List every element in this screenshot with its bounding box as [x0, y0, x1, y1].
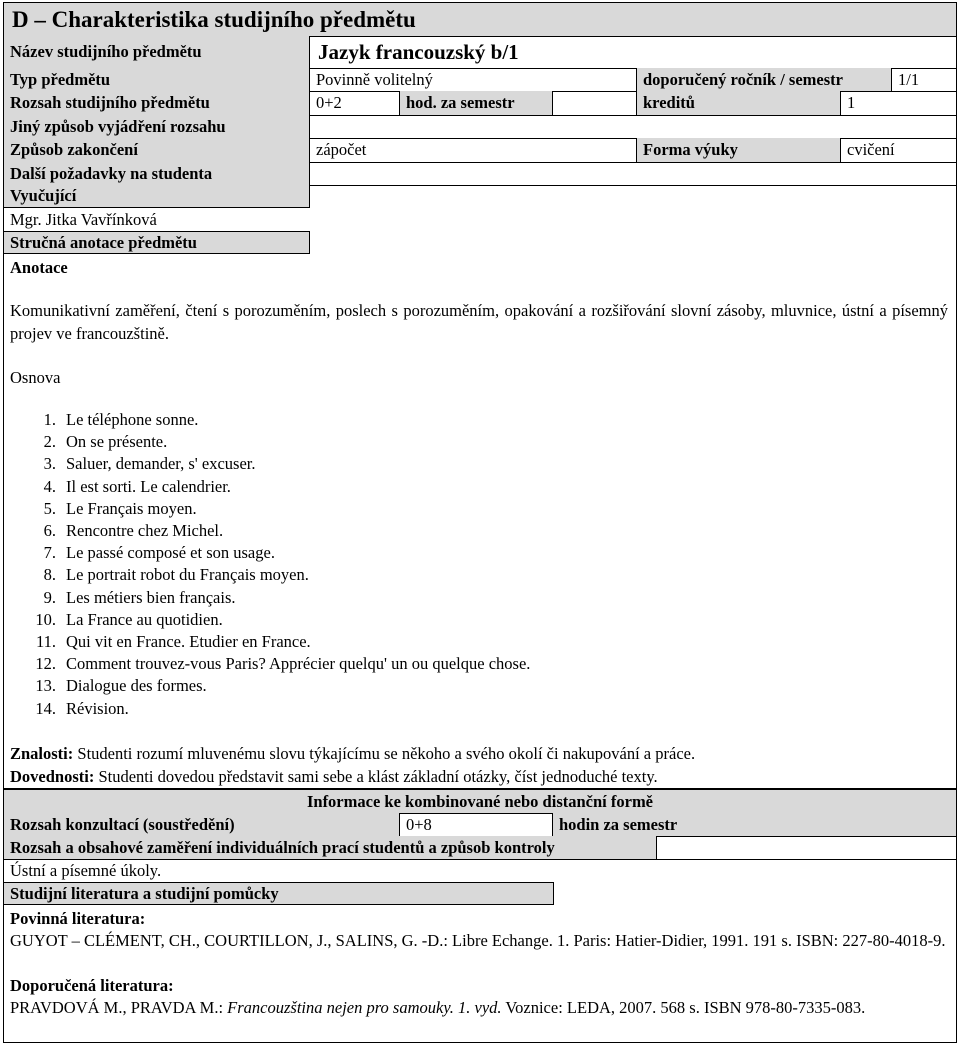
outline-item — [4, 498, 956, 520]
outline-item-text: Dialogue des formes. — [66, 676, 207, 696]
outline-item-number: 4. — [43, 476, 56, 496]
rec-rest: Voznice: LEDA, 2007. 568 s. ISBN 978-80-7335-083. — [501, 998, 866, 1017]
teacher-name: Mgr. Jitka Vavřínková — [10, 209, 157, 229]
outline-item-number: 10. — [35, 609, 56, 629]
literature-heading: Studijní literatura a studijní pomůcky — [4, 882, 554, 905]
hours-label: hod. za semestr — [399, 91, 552, 115]
outline-heading: Osnova — [10, 367, 61, 387]
credits-value: 1 — [840, 91, 956, 115]
outline-item — [4, 520, 956, 542]
outline-item-text: Rencontre chez Michel. — [66, 521, 224, 541]
required-literature-text: GUYOT – CLÉMENT, CH., COURTILLON, J., SALINS, G. -D.: Libre Echange. 1. Paris: Hatier-Didier, 1991. 191 s. ISBN: 227-80-4018-9. — [10, 931, 946, 950]
consultation-unit: hodin za semestr — [552, 813, 956, 836]
outline-item — [4, 453, 956, 475]
other-scope-value — [309, 115, 956, 138]
outline-item-number: 12. — [35, 654, 56, 674]
requirements-label: Další požadavky na studenta — [4, 162, 309, 185]
course-name-row — [4, 36, 956, 69]
teaching-form-value: cvičení — [840, 138, 956, 162]
other-scope-label: Jiný způsob vyjádření rozsahu — [4, 115, 309, 138]
knowledge-line — [4, 742, 956, 765]
skills-text: Studenti dovedou představit sami sebe a klást základní otázky, číst jednoduché texty. — [94, 766, 658, 786]
outline-item — [4, 409, 956, 431]
skills-label: Dovednosti: — [10, 766, 95, 786]
completion-label: Způsob zakončení — [4, 138, 309, 162]
outline-item — [4, 697, 956, 719]
outline-item-number: 13. — [35, 676, 56, 696]
year-semester-value: 1/1 — [891, 68, 956, 91]
knowledge-text: Studenti rozumí mluvenému slovu týkajícímu se někoho a svého okolí či nakupování a práce. — [73, 743, 696, 763]
hours-empty — [552, 91, 636, 115]
outline-item-text: Saluer, demander, s' excuser. — [66, 454, 256, 474]
teachers-label: Vyučující — [4, 185, 310, 208]
outline-item-text: Le téléphone sonne. — [66, 410, 199, 430]
distance-heading: Informace ke kombinované nebo distanční formě — [306, 791, 654, 811]
credits-label: kreditů — [636, 91, 840, 115]
consultation-value: 0+8 — [399, 813, 552, 836]
recommended-literature-label: Doporučená literatura: — [10, 975, 174, 995]
course-sheet — [3, 2, 957, 1043]
requirements-value — [309, 162, 956, 185]
course-type-value: Povinně volitelný — [309, 68, 636, 91]
course-name-value: Jazyk francouzský b/1 — [309, 36, 956, 68]
required-literature-label: Povinná literatura: — [10, 908, 146, 928]
course-type-label: Typ předmětu — [4, 68, 309, 91]
rec-title: Francouzština nejen pro samouky. — [227, 998, 454, 1017]
outline-item-text: Révision. — [66, 698, 129, 718]
distance-heading-row — [4, 790, 956, 814]
consultation-row — [4, 813, 956, 837]
consultation-label: Rozsah konzultací (soustředění) — [4, 813, 399, 836]
outline-item-text: Le portrait robot du Français moyen. — [66, 565, 309, 585]
rec-author: PRAVDOVÁ M., PRAVDA M.: — [10, 998, 228, 1017]
other-scope-row — [4, 115, 956, 139]
outline-item-text: Le Français moyen. — [66, 498, 197, 518]
outline-item-number: 2. — [43, 432, 56, 452]
course-name-label: Název studijního předmětu — [4, 36, 309, 68]
completion-row — [4, 138, 956, 163]
outline-item — [4, 609, 956, 631]
outline-item-text: On se présente. — [66, 432, 168, 452]
outline-item — [4, 653, 956, 675]
recommended-literature-text — [4, 996, 956, 1019]
outline-item — [4, 431, 956, 453]
outline-item — [4, 476, 956, 498]
outline-item-number: 5. — [43, 498, 56, 518]
outline-item-number: 11. — [35, 631, 56, 651]
outline-item-text: Comment trouvez-vous Paris? Apprécier quelqu' un ou quelque chose. — [66, 654, 531, 674]
outline-item — [4, 542, 956, 564]
outline-item — [4, 564, 956, 586]
outline-item-text: Il est sorti. Le calendrier. — [66, 476, 231, 496]
outline-item-number: 3. — [43, 454, 56, 474]
annotation-label: Stručná anotace předmětu — [4, 231, 310, 254]
individual-work-row — [4, 836, 956, 860]
course-scope-label: Rozsah studijního předmětu — [4, 91, 309, 115]
annotation-heading: Anotace — [10, 257, 68, 277]
skills-line — [4, 765, 956, 788]
year-semester-label: doporučený ročník / semestr — [636, 68, 891, 91]
teaching-form-label: Forma výuky — [636, 138, 840, 162]
outline-item-number: 7. — [43, 543, 56, 563]
knowledge-label: Znalosti: — [10, 743, 74, 763]
individual-work-label: Rozsah a obsahové zaměření individuálních prací studentů a způsob kontroly — [4, 836, 657, 859]
outline-item-number: 14. — [35, 698, 56, 718]
outline-item — [4, 675, 956, 697]
outline-item-text: La France au quotidien. — [66, 609, 223, 629]
individual-work-text: Ústní a písemné úkoly. — [10, 860, 162, 880]
outline-item — [4, 587, 956, 609]
rec-edition: 1. vyd. — [453, 998, 502, 1017]
outline-item-number: 9. — [43, 587, 56, 607]
completion-value: zápočet — [309, 138, 636, 162]
outline-item-number: 6. — [43, 521, 56, 541]
requirements-row — [4, 162, 956, 186]
course-scope-value: 0+2 — [309, 91, 399, 115]
title-row — [4, 3, 956, 37]
page-title: D – Charakteristika studijního předmětu — [12, 6, 416, 32]
outline-list — [4, 409, 956, 720]
outline-item-number: 1. — [43, 410, 56, 430]
outline-item-text: Les métiers bien français. — [66, 587, 236, 607]
outline-item-text: Qui vit en France. Etudier en France. — [66, 631, 311, 651]
outline-item-text: Le passé composé et son usage. — [66, 543, 275, 563]
course-scope-row — [4, 91, 956, 116]
outline-item — [4, 631, 956, 653]
outline-item-number: 8. — [43, 565, 56, 585]
annotation-text: Komunikativní zaměření, čtení s porozuměním, poslech s porozuměním, opakování a rozšiřování slovní zásoby, mluvnice, ústní a písemný projev ve francouzštině. — [10, 301, 948, 343]
course-type-row — [4, 68, 956, 92]
